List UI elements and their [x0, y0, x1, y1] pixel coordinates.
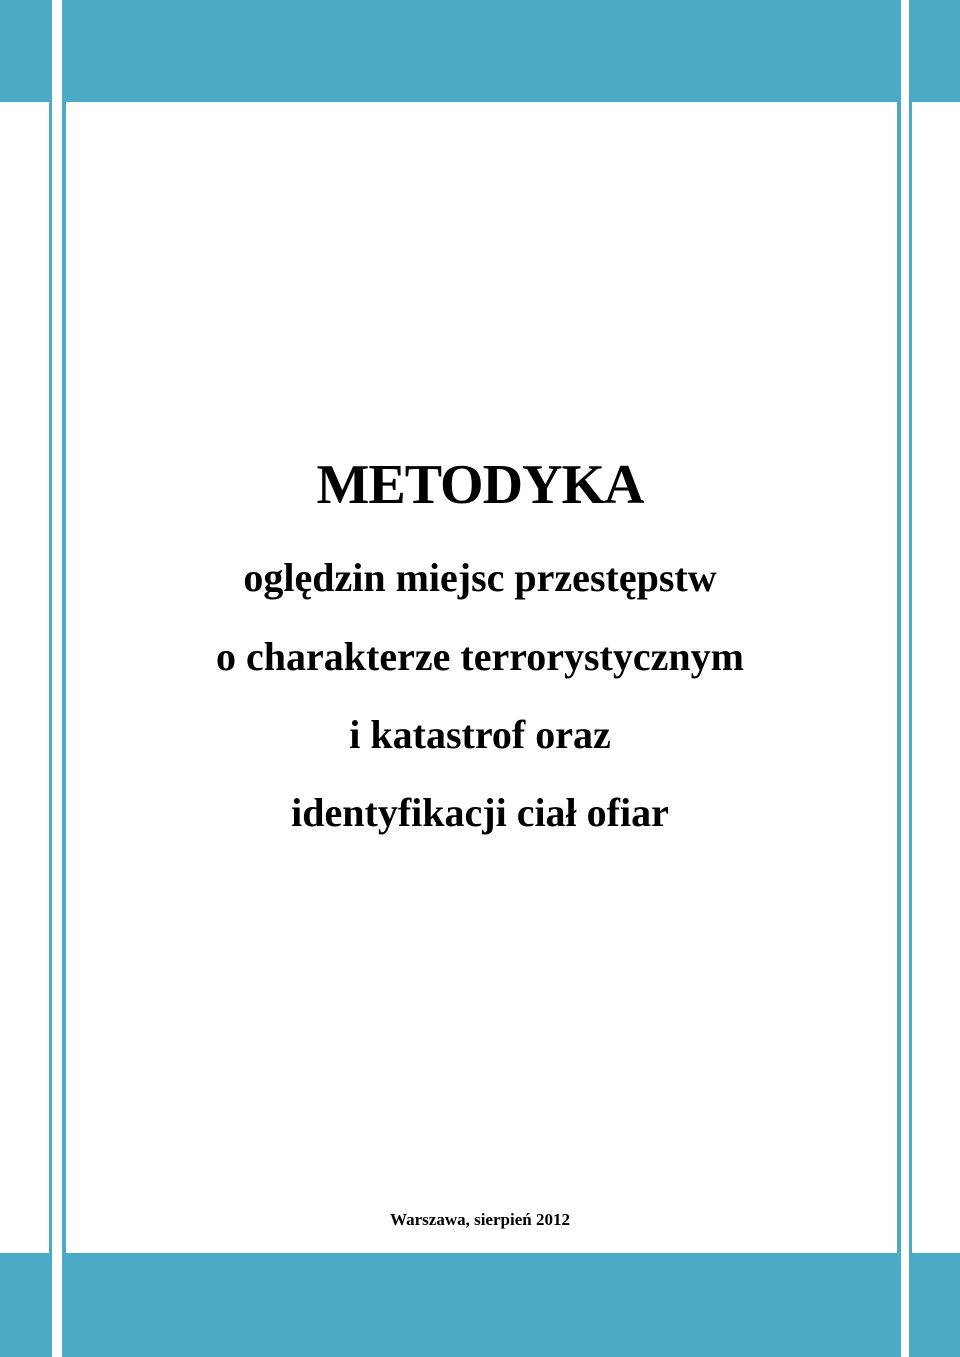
- subtitle-line: i katastrof oraz: [349, 712, 611, 757]
- subtitle-line: identyfikacji ciał ofiar: [291, 790, 669, 835]
- frame-bottom-right-block: [912, 1253, 960, 1357]
- frame-top-right-block: [912, 0, 960, 102]
- subtitle-line: oględzin miejsc przestępstw: [243, 555, 717, 600]
- subtitle-line: o charakterze terrorystycznym: [216, 634, 744, 679]
- frame-top-center-band: [66, 0, 897, 102]
- document-title: METODYKA: [316, 454, 644, 516]
- place-and-date: Warszawa, sierpień 2012: [390, 1210, 570, 1229]
- frame-top-left-block: [0, 0, 49, 102]
- frame-bottom-left-block: [0, 1253, 49, 1357]
- frame-bottom-center-band: [66, 1253, 897, 1357]
